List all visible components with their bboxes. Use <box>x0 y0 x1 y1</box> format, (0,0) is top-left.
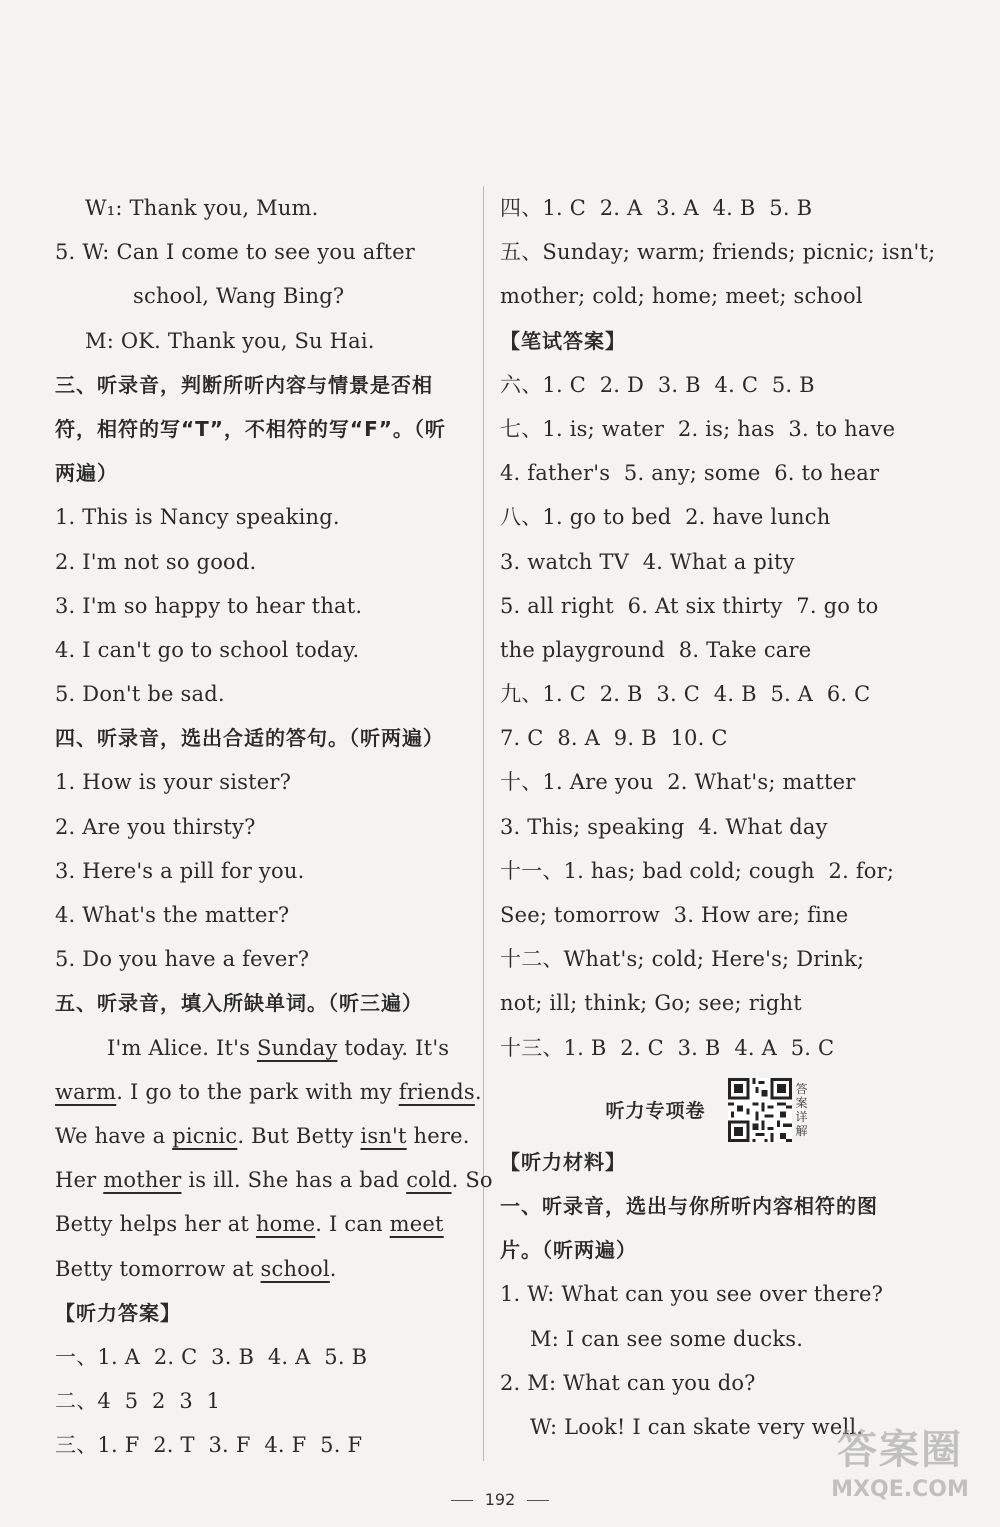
filled-blank: mother <box>103 1168 182 1193</box>
passage-line: Betty tomorrow at school. <box>55 1256 337 1281</box>
answer-line: 十、1. Are you 2. What's; matter <box>500 770 856 795</box>
passage-line: I'm Alice. It's Sunday today. It's <box>107 1035 450 1060</box>
answer-line: 4. father's 5. any; some 6. to hear <box>500 461 880 486</box>
list-item: 4. I can't go to school today. <box>55 637 360 662</box>
dialogue-line: 2. M: What can you do? <box>500 1370 756 1395</box>
answer-line: 七、1. is; water 2. is; has 3. to have <box>500 416 896 441</box>
answer-line: not; ill; think; Go; see; right <box>500 991 802 1016</box>
section-heading: 【听力答案】 <box>55 1300 181 1325</box>
filled-blank: friends <box>398 1079 475 1104</box>
answer-line: See; tomorrow 3. How are; fine <box>500 903 849 927</box>
list-item: 4. What's the matter? <box>55 903 290 927</box>
list-item: 3. I'm so happy to hear that. <box>55 593 363 618</box>
answer-line: 五、Sunday; warm; friends; picnic; isn't; <box>500 240 936 265</box>
section-heading: 【听力材料】 <box>500 1149 626 1174</box>
list-item: 1. How is your sister? <box>55 770 292 795</box>
section-heading: 五、听录音，填入所缺单词。（听三遍） <box>55 991 423 1016</box>
answer-line: 3. This; speaking 4. What day <box>500 814 828 839</box>
answer-line: 3. watch TV 4. What a pity <box>500 549 795 574</box>
section-heading: 两遍） <box>55 461 118 486</box>
watermark-logo: 答案圈 MXQE.COM <box>831 1427 969 1502</box>
answer-line: 5. all right 6. At six thirty 7. go to <box>500 593 879 618</box>
page-number: 192 <box>0 1490 1000 1509</box>
section-heading: 片。（听两遍） <box>500 1238 637 1263</box>
dialogue-line: W: Look! I can skate very well. <box>530 1414 864 1439</box>
filled-blank: school <box>260 1256 330 1281</box>
dash-right <box>527 1500 549 1501</box>
dialogue-line: 5. W: Can I come to see you after <box>55 240 415 265</box>
answer-line: 九、1. C 2. B 3. C 4. B 5. A 6. C <box>500 682 871 707</box>
list-item: 2. I'm not so good. <box>55 549 257 574</box>
dialogue-line: W₁: Thank you, Mum. <box>85 196 319 220</box>
answer-line: the playground 8. Take care <box>500 637 812 662</box>
answer-line: 四、1. C 2. A 3. A 4. B 5. B <box>500 196 813 220</box>
filled-blank: warm <box>55 1079 117 1104</box>
dialogue-line: 1. W: What can you see over there? <box>500 1282 884 1307</box>
answer-line: 十二、What's; cold; Here's; Drink; <box>500 947 865 972</box>
dialogue-line: school, Wang Bing? <box>133 284 345 309</box>
filled-blank: Sunday <box>256 1035 338 1060</box>
passage-line: Betty helps her at home. I can meet <box>55 1212 444 1237</box>
filled-blank: home <box>255 1212 316 1237</box>
dialogue-line: M: OK. Thank you, Su Hai. <box>85 328 375 353</box>
dialogue-line: M: I can see some ducks. <box>530 1326 804 1351</box>
answer-line: 十一、1. has; bad cold; cough 2. for; <box>500 858 895 883</box>
filled-blank: cold <box>406 1168 452 1193</box>
answer-line: 二、4 5 2 3 1 <box>55 1389 221 1414</box>
answer-line: 六、1. C 2. D 3. B 4. C 5. B <box>500 372 815 397</box>
list-item: 3. Here's a pill for you. <box>55 858 305 883</box>
list-item: 2. Are you thirsty? <box>55 814 256 839</box>
answer-line: mother; cold; home; meet; school <box>500 284 863 309</box>
left-column <box>55 186 493 1467</box>
list-item: 5. Do you have a fever? <box>55 947 310 972</box>
list-item: 5. Don't be sad. <box>55 682 225 707</box>
answer-line: 十三、1. B 2. C 3. B 4. A 5. C <box>500 1035 835 1060</box>
listening-special-header <box>500 1075 915 1145</box>
dash-left <box>451 1500 473 1501</box>
filled-blank: meet <box>389 1212 444 1237</box>
section-heading: 四、听录音，选出合适的答句。（听两遍） <box>55 726 444 751</box>
right-column <box>500 186 936 1449</box>
column-divider <box>483 186 484 1461</box>
section-heading: 三、听录音，判断所听内容与情景是否相 <box>55 372 433 397</box>
qr-label: 答案详解 <box>795 1081 808 1138</box>
list-item: 1. This is Nancy speaking. <box>55 505 340 530</box>
passage-line: We have a picnic. But Betty isn't here. <box>55 1123 470 1148</box>
answer-line: 三、1. F 2. T 3. F 4. F 5. F <box>55 1433 363 1458</box>
answer-line: 7. C 8. A 9. B 10. C <box>500 726 728 751</box>
answer-line: 八、1. go to bed 2. have lunch <box>500 505 831 530</box>
passage-line: warm. I go to the park with my friends. <box>55 1079 482 1104</box>
passage-line: Her mother is ill. She has a bad cold. So <box>55 1168 493 1193</box>
filled-blank: picnic <box>172 1123 238 1148</box>
answer-line: 一、1. A 2. C 3. B 4. A 5. B <box>55 1344 368 1369</box>
section-heading: 【笔试答案】 <box>500 328 626 353</box>
section-heading: 符，相符的写“T”，不相符的写“F”。（听 <box>55 416 446 441</box>
section-heading: 一、听录音，选出与你所听内容相符的图 <box>500 1193 878 1218</box>
qr-code-icon[interactable] <box>728 1078 792 1142</box>
filled-blank: isn't <box>360 1123 407 1148</box>
special-section-title: 听力专项卷 <box>605 1100 706 1123</box>
